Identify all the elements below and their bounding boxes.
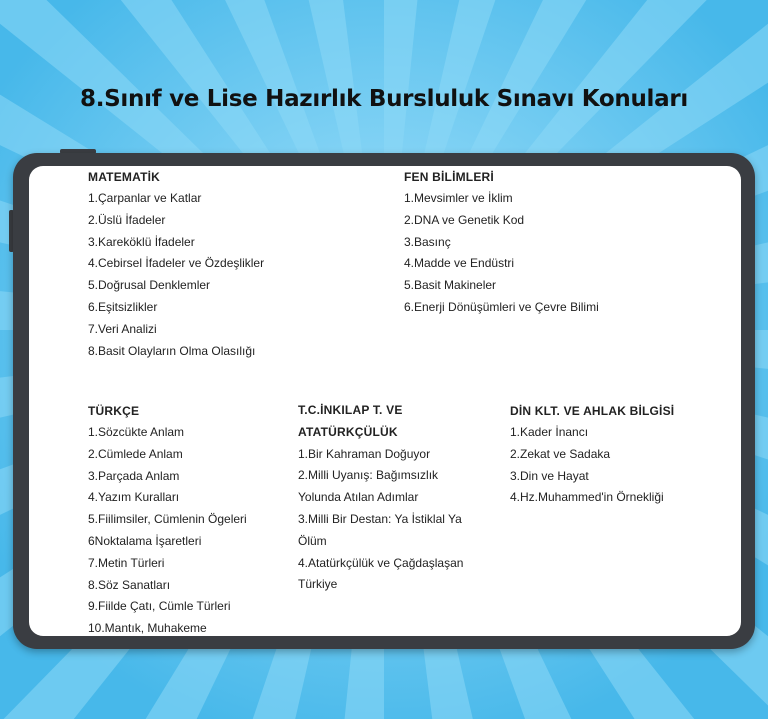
list-item: 9.Fiilde Çatı, Cümle Türleri [88,599,231,614]
list-item: 2.Üslü İfadeler [88,212,166,227]
topic-list [88,422,278,640]
list-item: 4.Hz.Muhammed'in Örnekliği [510,490,664,505]
list-item: 8.Söz Sanatları [88,577,171,592]
list-item: 1.Bir Kahraman Doğuyor [298,446,431,461]
section-inkilap [298,400,476,596]
topic-list [510,422,730,509]
list-item: 4.Yazım Kuralları [88,490,180,505]
list-item: 6Noktalama İşaretleri [88,533,202,548]
list-item: 4.Atatürkçülük ve Çağdaşlaşan Türkiye [298,555,464,592]
section-heading: T.C.İNKILAP T. VE ATATÜRKÇÜLÜK [298,403,403,439]
list-item: 3.Basınç [404,234,451,249]
list-item: 1.Kader İnancı [510,425,589,439]
list-item: 4.Madde ve Endüstri [404,256,515,271]
list-item: 6.Eşitsizlikler [88,299,158,314]
list-item: 7.Veri Analizi [88,321,157,336]
list-item: 2.Milli Uyanış: Bağımsızlık Yolunda Atılan Adımlar [298,468,439,505]
list-item: 2.Cümlede Anlam [88,446,183,461]
list-item: 2.DNA ve Genetik Kod [404,212,525,227]
section-heading: DİN KLT. VE AHLAK BİLGİSİ [510,404,675,418]
list-item: 1.Çarpanlar ve Katlar [88,191,202,205]
list-item: 5.Basit Makineler [404,278,497,293]
list-item: 5.Doğrusal Denklemler [88,278,211,293]
topic-list [88,188,368,362]
list-item: 8.Basit Olayların Olma Olasılığı [88,343,256,358]
section-heading: FEN BİLİMLERİ [404,170,494,184]
section-heading: TÜRKÇE [88,404,140,418]
list-item: 3.Parçada Anlam [88,468,180,483]
list-item: 7.Metin Türleri [88,555,165,570]
list-item: 6.Enerji Dönüşümleri ve Çevre Bilimi [404,299,599,314]
section-din [510,400,730,509]
list-item: 3.Kareköklü İfadeler [88,234,195,249]
list-item: 3.Milli Bir Destan: Ya İstiklal Ya Ölüm [298,511,462,548]
list-item: 5.Fiilimsiler, Cümlenin Ögeleri [88,512,247,527]
list-item: 1.Mevsimler ve İklim [404,191,513,205]
section-matematik [88,166,368,362]
list-item: 10.Mantık, Muhakeme [88,621,207,636]
page-title: 8.Sınıf ve Lise Hazırlık Bursluluk Sınavı Konuları [80,86,688,112]
list-item: 1.Sözcükte Anlam [88,425,185,439]
list-item: 2.Zekat ve Sadaka [510,446,611,461]
section-turkce [88,400,278,640]
section-fen [404,166,704,319]
list-item: 4.Cebirsel İfadeler ve Özdeşlikler [88,256,265,271]
topic-list [298,444,476,597]
list-item: 3.Din ve Hayat [510,468,589,483]
topic-list [404,188,704,319]
section-heading: MATEMATİK [88,170,161,184]
